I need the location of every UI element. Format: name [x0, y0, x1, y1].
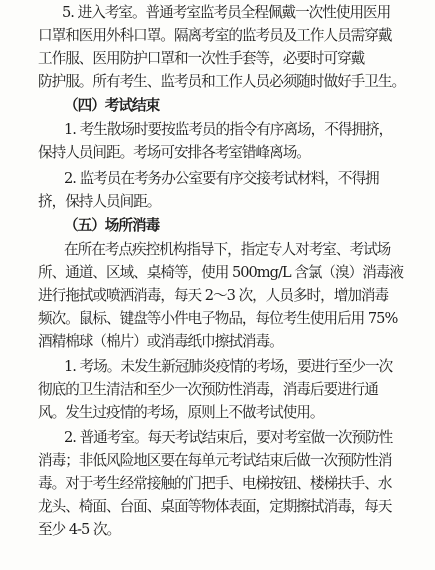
para-exam-site-line-2: 彻底的卫生清洁和至少一次预防性消毒，消毒后要进行通 [38, 381, 378, 398]
para-exit-line-1: 1. 考生散场时要按监考员的指令有序离场，不得拥挤， [64, 121, 393, 138]
para-materials-line-1: 2. 监考员在考务办公室要有序交接考试材料，不得拥 [64, 170, 379, 187]
para-disinfection-line-4: 频次。鼠标、键盘等小件电子物品，每位考生使用后用 75% [38, 310, 398, 327]
section-heading-disinfection: （五）场所消毒 [64, 217, 160, 234]
para-regular-room-line-2: 消毒；非低风险地区要在每单元考试结束后做一次预防性消 [38, 452, 392, 469]
para-exam-site-line-3: 风。发生过疫情的考场，原则上不做考试使用。 [38, 404, 324, 421]
para-disinfection-line-3: 进行拖拭或喷洒消毒，每天 2～3 次，人员多时，增加消毒 [38, 287, 389, 304]
para-entering-exam-room-line-2: 口罩和医用外科口罩。隔离考室的监考员及工作人员需穿戴 [38, 27, 392, 44]
para-entering-exam-room-line-3: 工作服、医用防护口罩和一次性手套等，必要时可穿戴 [38, 50, 365, 67]
para-entering-exam-room-line-4: 防护服。所有考生、监考员和工作人员必须随时做好手卫生。 [38, 73, 406, 90]
para-regular-room-line-1: 2. 普通考室。每天考试结束后，要对考室做一次预防性 [64, 429, 393, 446]
section-heading-exam-end: （四）考试结束 [64, 97, 160, 114]
para-regular-room-line-4: 龙头、椅面、台面、桌面等物体表面，定期擦拭消毒，每天 [38, 498, 392, 515]
para-disinfection-line-1: 在所在考点疾控机构指导下，指定专人对考室、考试场 [64, 241, 391, 258]
para-disinfection-line-2: 所、通道、区域、桌椅等，使用 500mg/L 含氯（溴）消毒液 [38, 264, 403, 281]
para-disinfection-line-5: 酒精棉球（棉片）或消毒纸巾擦拭消毒。 [38, 333, 283, 350]
para-regular-room-line-3: 毒。对于考生经常接触的门把手、电梯按钮、楼梯扶手、水 [38, 475, 392, 492]
para-regular-room-line-5: 至少 4-5 次。 [38, 521, 121, 538]
para-exam-site-line-1: 1. 考场。未发生新冠肺炎疫情的考场，要进行至少一次 [64, 358, 393, 375]
para-entering-exam-room-line-1: 5. 进入考室。普通考室监考员全程佩戴一次性使用医用 [62, 4, 391, 21]
para-exit-line-2: 保持人员间距。考场可安排各考室错峰离场。 [38, 144, 310, 161]
para-materials-line-2: 挤，保持人员间距。 [38, 193, 161, 210]
